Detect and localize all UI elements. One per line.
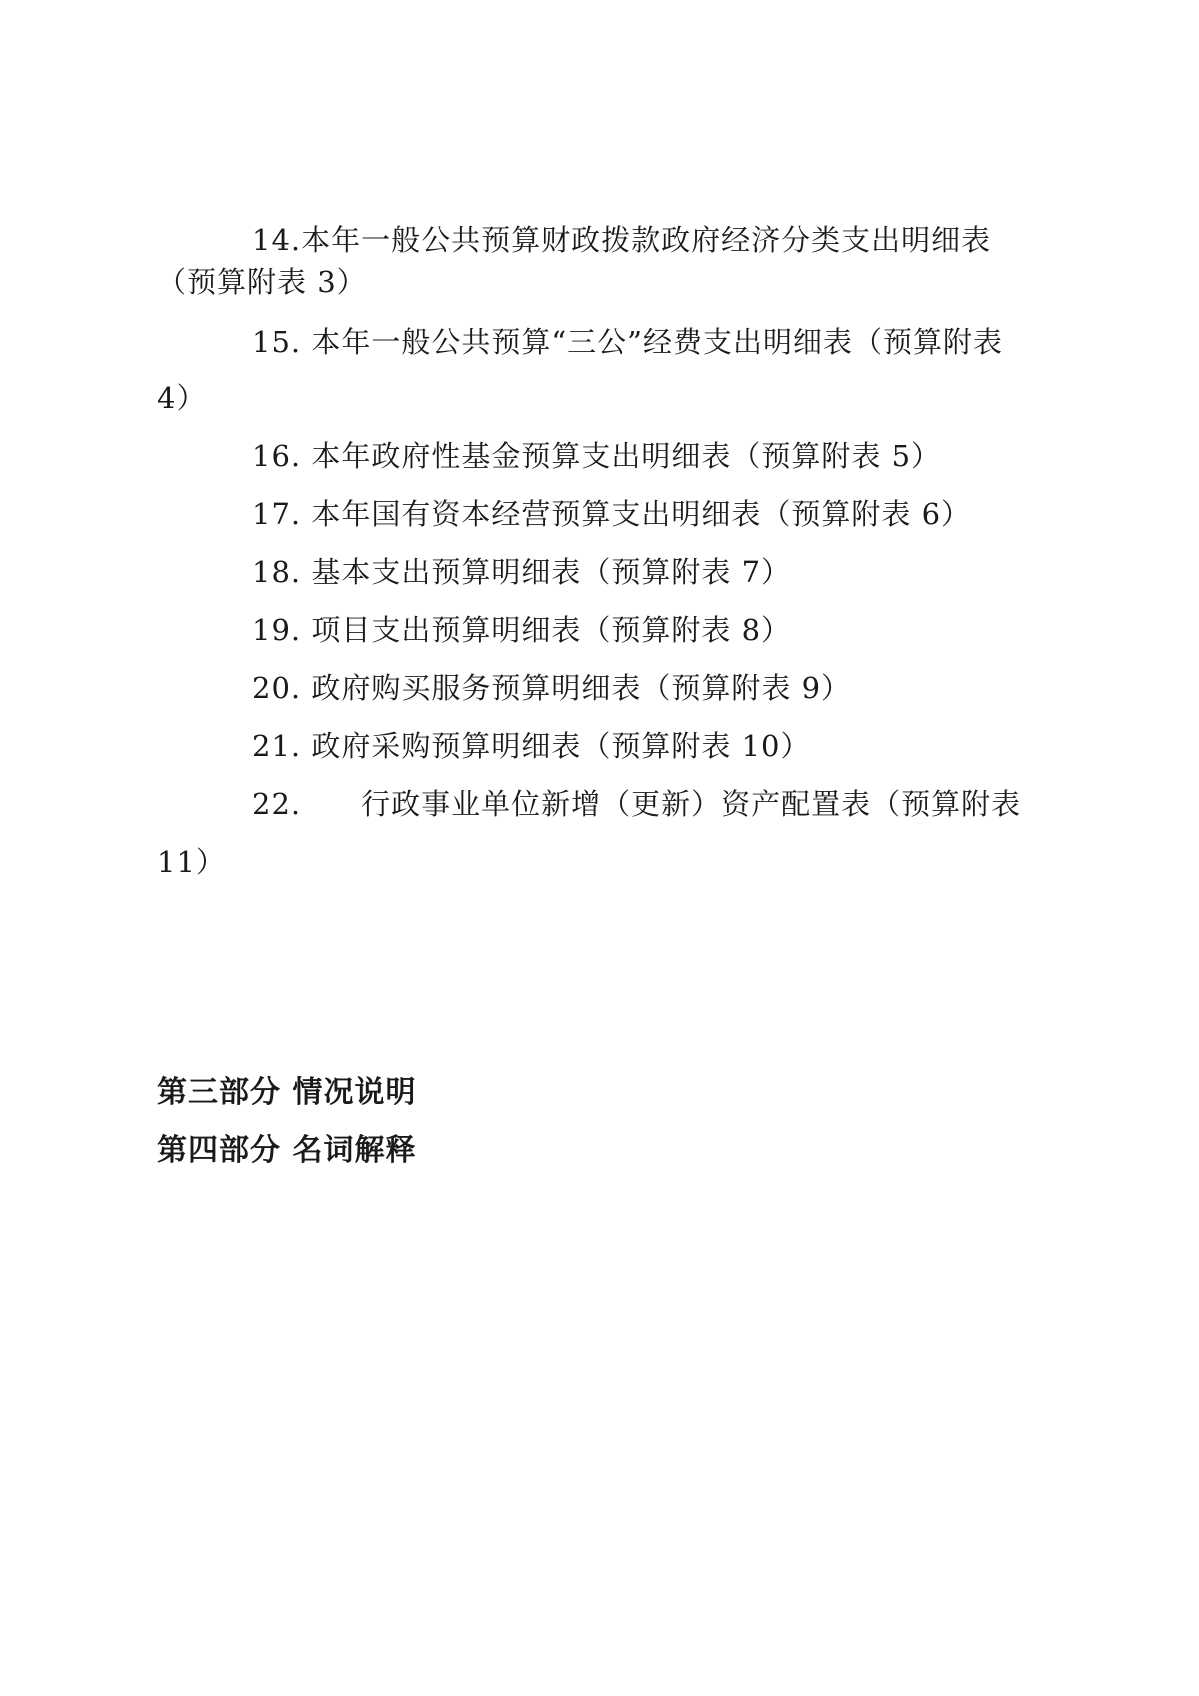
item-number: 19. [252,613,302,647]
section-heading-part-4 [157,1130,416,1172]
section-title: 名词解释 [292,1133,417,1168]
item-text: 本年一般公共预算“三公”经费支出明细表（预算附表 [311,325,1003,359]
item-text: 政府采购预算明细表（预算附表 10） [311,729,811,763]
toc-item-22-continuation: 11） [157,845,226,879]
toc-item-20 [252,668,1187,708]
toc-item-18 [252,552,1187,592]
item-number: 14. [252,223,302,257]
item-text: 基本支出预算明细表（预算附表 7） [311,555,792,589]
item-number: 20. [252,671,302,705]
item-number: 22. [252,787,302,821]
section-heading-part-3 [157,1072,416,1114]
item-number: 21. [252,729,302,763]
item-number: 16. [252,439,302,473]
section-label: 第四部分 [157,1133,281,1168]
section-label: 第三部分 [157,1075,281,1110]
toc-item-14-continuation: （预算附表 3） [157,265,367,299]
toc-item-19 [252,610,1187,650]
item-text: 政府购买服务预算明细表（预算附表 9） [311,671,852,705]
toc-item-17 [252,494,1187,534]
item-number: 17. [252,497,302,531]
item-number: 15. [252,325,302,359]
item-text: 本年一般公共预算财政拨款政府经济分类支出明细表 [301,223,992,257]
item-number: 18. [252,555,302,589]
toc-item-15-continuation: 4） [157,381,207,415]
item-text: 项目支出预算明细表（预算附表 8） [311,613,792,647]
item-text: 行政事业单位新增（更新）资产配置表（预算附表 [361,787,1022,821]
toc-item-22 [252,784,1187,824]
toc-item-21 [252,726,1187,766]
toc-item-16 [252,436,1187,476]
toc-item-15 [252,322,1187,362]
item-text: 本年国有资本经营预算支出明细表（预算附表 6） [311,497,972,531]
toc-item-14 [252,220,1187,260]
item-text: 本年政府性基金预算支出明细表（预算附表 5） [311,439,942,473]
section-title: 情况说明 [292,1075,417,1110]
